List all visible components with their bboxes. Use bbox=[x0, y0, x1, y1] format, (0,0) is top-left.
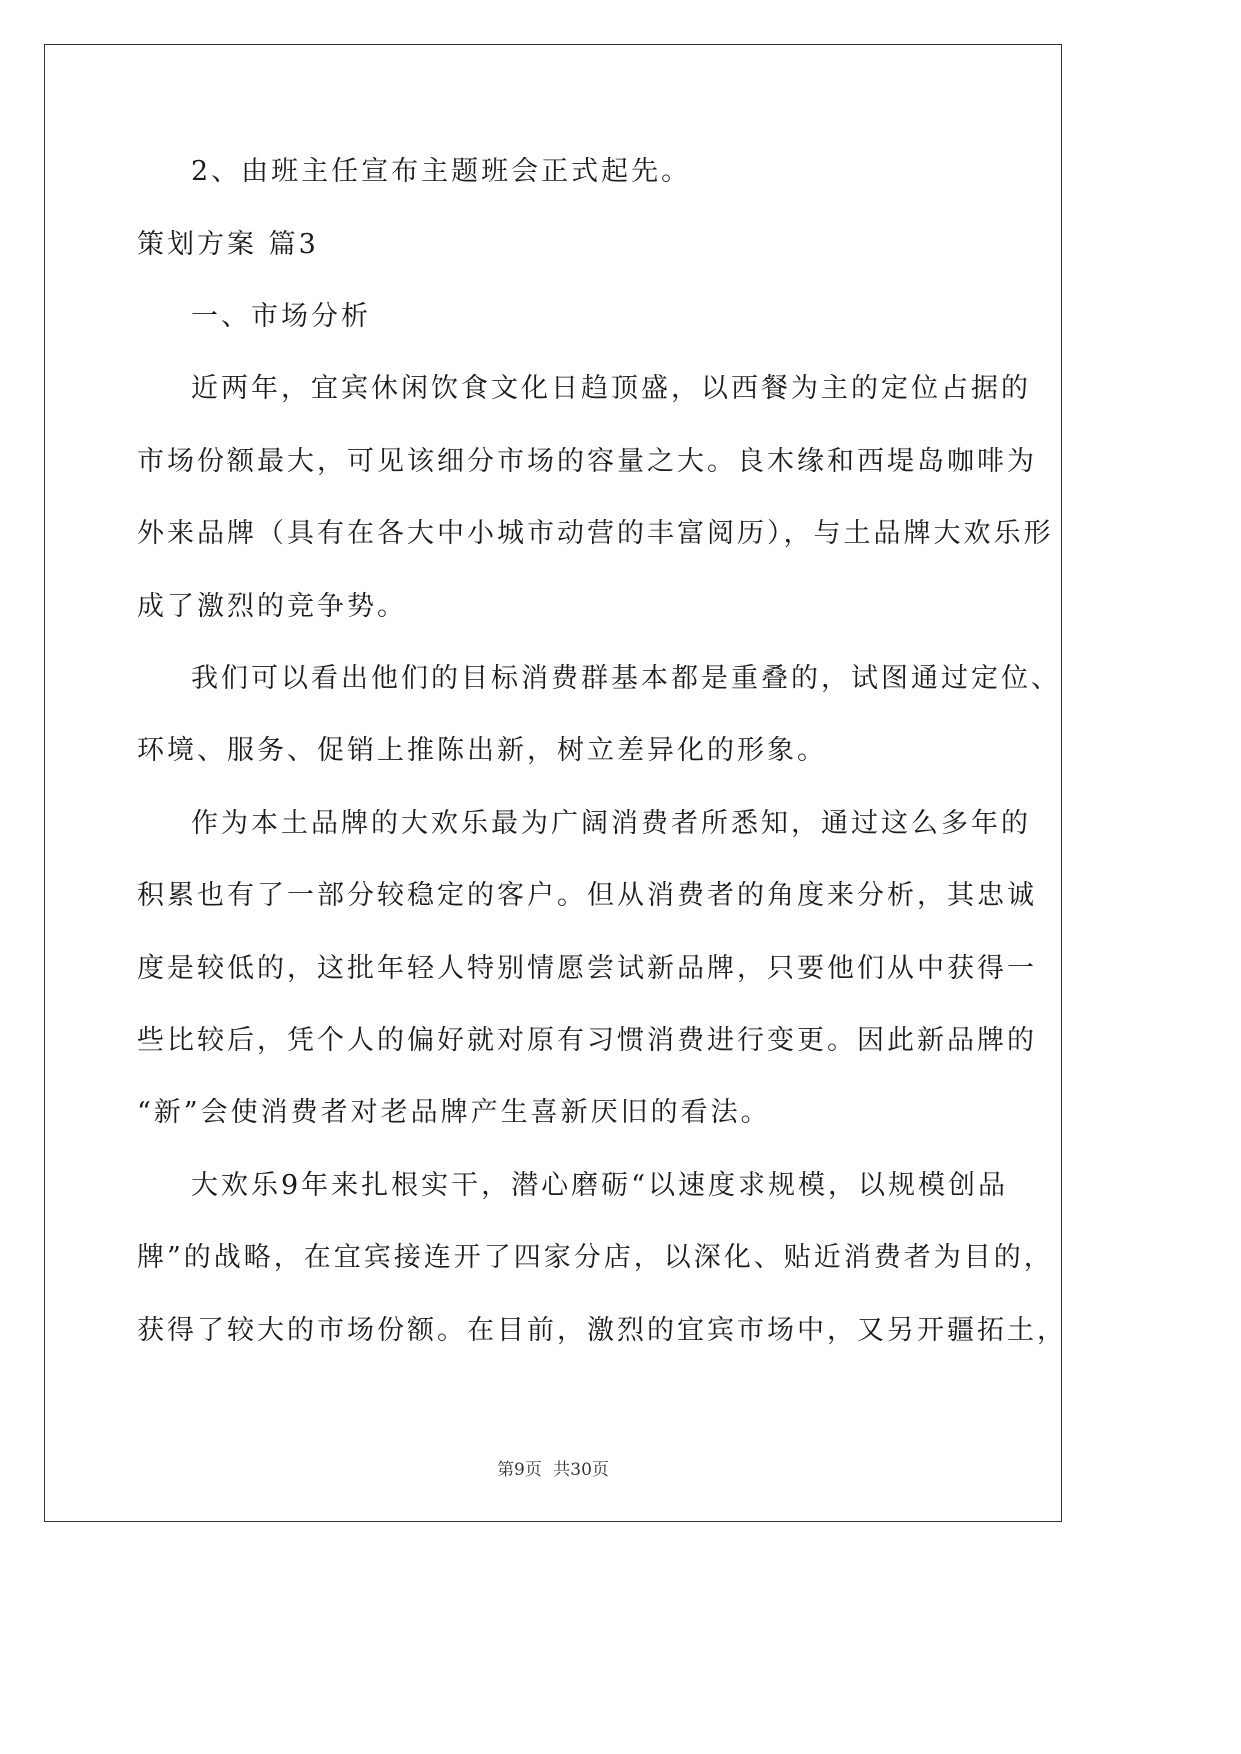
paragraph-line: 积累也有了一部分较稳定的客户。但从消费者的角度来分析，其忠诚 bbox=[137, 880, 1037, 911]
paragraph-line: 环境、服务、促销上推陈出新，树立差异化的形象。 bbox=[137, 735, 827, 766]
paragraph-line: 成了激烈的竞争势。 bbox=[137, 591, 407, 622]
page-border bbox=[44, 44, 1067, 1522]
page-footer bbox=[0, 1455, 1106, 1480]
paragraph-line: “新”会使消费者对老品牌产生喜新厌旧的看法。 bbox=[137, 1097, 771, 1128]
paragraph-line: 市场份额最大，可见该细分市场的容量之大。良木缘和西堤岛咖啡为 bbox=[137, 446, 1037, 477]
section-heading: 策划方案 篇3 bbox=[137, 229, 319, 260]
paragraph-line: 近两年，宜宾休闲饮食文化日趋顶盛，以西餐为主的定位占据的 bbox=[191, 373, 1031, 404]
paragraph-line: 我们可以看出他们的目标消费群基本都是重叠的，试图通过定位、 bbox=[191, 663, 1061, 694]
paragraph-line: 作为本土品牌的大欢乐最为广阔消费者所悉知，通过这么多年的 bbox=[191, 808, 1031, 839]
paragraph-line: 牌”的战略，在宜宾接连开了四家分店，以深化、贴近消费者为目的， bbox=[137, 1242, 1054, 1273]
paragraph-line: 度是较低的，这批年轻人特别情愿尝试新品牌，只要他们从中获得一 bbox=[137, 953, 1037, 984]
page-number: 第9页 bbox=[497, 1460, 542, 1480]
subsection-heading: 一、市场分析 bbox=[191, 301, 371, 332]
list-item-announce: 2、由班主任宣布主题班会正式起先。 bbox=[191, 156, 692, 187]
paragraph-line: 些比较后，凭个人的偏好就对原有习惯消费进行变更。因此新品牌的 bbox=[137, 1025, 1037, 1056]
paragraph-line: 大欢乐9年来扎根实干，潜心磨砺“以速度求规模，以规模创品 bbox=[191, 1170, 1008, 1201]
page-total: 共30页 bbox=[553, 1460, 609, 1480]
paragraph-line: 获得了较大的市场份额。在目前，激烈的宜宾市场中，又另开疆拓土， bbox=[137, 1315, 1067, 1346]
paragraph-line: 外来品牌（具有在各大中小城市动营的丰富阅历），与土品牌大欢乐形 bbox=[137, 518, 1054, 549]
